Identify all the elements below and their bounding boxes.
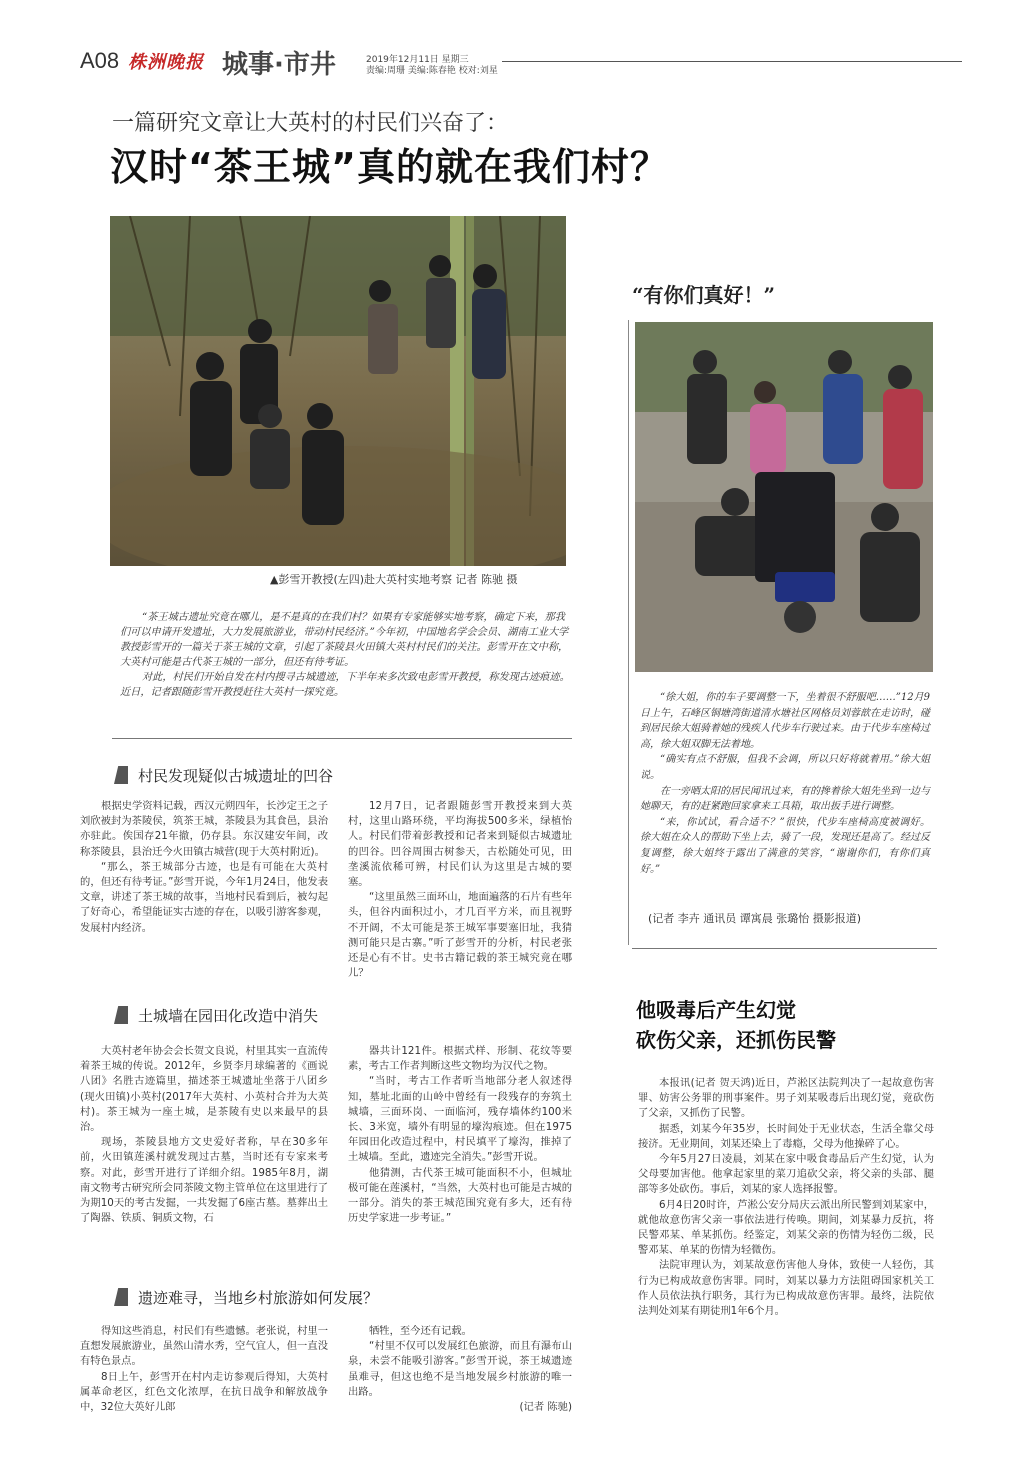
- main-photo: [110, 216, 566, 566]
- paragraph: 本报讯(记者 贺天鸿)近日，芦淞区法院判决了一起故意伤害罪、妨害公务罪的刑事案件。男子刘某吸毒后出现幻觉，竟砍伤了父亲，又抓伤了民警。: [638, 1077, 934, 1120]
- section-heading: [114, 764, 333, 786]
- side-story-body: [640, 690, 930, 877]
- editors-line: 责编:周珊 美编:陈春艳 校对:刘星: [366, 66, 498, 76]
- side-rule: [632, 948, 937, 949]
- paragraph: 8日上午，彭雪开在村内走访参观后得知，大英村属革命老区，红色文化浓厚，在抗日战争和解放战争中，32位大英好儿郎: [80, 1370, 328, 1414]
- section-heading: [114, 1286, 378, 1308]
- headline-kicker: 一篇研究文章让大英村的村民们兴奋了：: [112, 111, 509, 136]
- article-column: [348, 799, 572, 981]
- date-line: 2019年12月11日 星期三: [366, 55, 469, 65]
- lead-paragraph: “茶王城古遗址究竟在哪儿，是不是真的在我们村？如果有专家能够实地考察，确定下来，那我们可以申请开发遗址，大力发展旅游业，带动村民经济。”今年初，中国地名学会会员、湖南工业大学教授彭雪开的一篇关于茶王城的文章，引起了茶陵县火田镇大英村村民们的关注。彭雪开在文中称，大英村可能是古代茶王城的一部分，但还有待考证。: [120, 612, 569, 668]
- column-divider: [628, 320, 629, 945]
- paragraph: 得知这些消息，村民们有些遗憾。老张说，村里一直想发展旅游业，虽然山清水秀，空气宜人，但一直没有特色景点。: [80, 1325, 328, 1368]
- paragraph: “那么，茶王城部分古迹，也是有可能在大英村的，但还有待考证。”彭雪开说，今年1月24日，他发表文章，讲述了茶王城的故事，当地村民看到后，被勾起了好奇心，希望能证实古迹的存在，以吸引游客参观，发展村内经济。: [80, 860, 328, 934]
- side-story-credit: (记者 李卉 通讯员 谭寓晨 张璐怡 摄影报道): [648, 912, 862, 925]
- paragraph: 今年5月27日凌晨，刘某在家中吸食毒品后产生幻觉，认为父母要加害他。他拿起家里的菜刀追砍父亲，将父亲的头部、腿部等多处砍伤。事后，刘某的家人选择报警。: [638, 1153, 934, 1196]
- page-number: A08: [80, 48, 120, 73]
- story2-title-line2: 砍伤父亲，还抓伤民警: [636, 1028, 836, 1052]
- side-photo: [635, 322, 933, 672]
- section-heading-text: 土城墙在园田化改造中消失: [138, 1006, 319, 1025]
- paragraph: 6月4日20时许，芦淞公安分局庆云派出所民警到刘某家中，就他故意伤害父亲一事依法进行传唤。期间，刘某暴力反抗，将民警邓某、单某抓伤。经鉴定，刘某父亲的伤情为轻伤二级，民警邓某、单某的伤情为轻微伤。: [638, 1198, 934, 1257]
- paragraph: 器共计121件。根据式样、形制、花纹等要素，考古工作者判断这些文物均为汉代之物。: [348, 1045, 572, 1073]
- paragraph: 牺牲，至今还有记载。: [369, 1325, 472, 1337]
- paragraph: “这里虽然三面环山，地面遍落的石片有些年头，但谷内面积过小，才几百平方米，而且视野不开阔，不太可能是茶王城军事要塞旧址，我猜测可能只是古寨。”听了彭雪开的分析，村民老张还是心有不甘。史书古籍记载的茶王城究竟在哪儿？: [348, 891, 572, 980]
- story2-title-line1: 他吸毒后产生幻觉: [636, 998, 796, 1022]
- newspaper-logo: 株洲晚报: [128, 52, 204, 73]
- paragraph: “徐大姐，你的车子要调整一下，坐着很不舒服吧……”12月9日上午，石峰区铜塘湾街道清水塘社区网格员刘蓉歆在走访时，碰到居民徐大姐骑着她的残疾人代步车行驶过来。由于代步车座椅过高，徐大姐双脚无法着地。: [640, 692, 930, 750]
- lead-paragraph: 对此，村民们开始自发在村内搜寻古城遗迹，下半年来多次致电彭雪开教授，称发现古迹痕迹。近日，记者跟随彭雪开教授赶往大英村一探究竟。: [120, 672, 570, 698]
- paragraph: 根据史学资料记载，西汉元朔四年，长沙定王之子刘欣被封为茶陵侯，筑茶王城，茶陵县为其食邑，县治亦驻此。俟国存21年撤，仍存县。东汉建安年间，改称茶陵县，县治迁今火田镇古城营(现于大英村附近)。: [80, 800, 328, 858]
- lead-rule: [112, 738, 572, 739]
- lead-paragraphs: [120, 610, 570, 700]
- article-column: [80, 799, 328, 936]
- story2-body: [638, 1076, 934, 1319]
- article-column: [80, 1044, 328, 1226]
- paragraph: “来，你试试，看合适不？”很快，代步车座椅高度被调好。徐大姐在众人的帮助下坐上去，骑了一段，发现还是高了。经过反复调整，徐大姐终于露出了满意的笑容，“谢谢你们，有你们真好。”: [640, 816, 930, 875]
- section-heading: [114, 1004, 318, 1026]
- section-marker-icon: [114, 766, 128, 784]
- paragraph: “确实有点不舒服，但我不会调，所以只好将就着用。”徐大姐说。: [640, 754, 930, 781]
- header-rule: [502, 61, 962, 62]
- article-column: [348, 1044, 572, 1226]
- section-marker-icon: [114, 1006, 128, 1024]
- headline-title: 汉时“茶王城”真的就在我们村？: [110, 145, 669, 189]
- section-name: 城事·市井: [222, 50, 336, 80]
- section-heading-text: 村民发现疑似古城遗址的凹谷: [138, 766, 334, 785]
- article-column: [80, 1324, 328, 1415]
- paragraph: 现场，茶陵县地方文史爱好者称，早在30多年前，火田镇莲溪村就发现过古墓，当时还有专家来考察。对此，彭雪开进行了详细介绍。1985年8月，湖南文物考古研究所会同茶陵文物主管单位在这里进行了为期10天的考古发掘，一共发掘了6座古墓。墓葬出土了陶器、铁质、铜质文物，石: [80, 1136, 328, 1225]
- paragraph: “当时，考古工作者听当地部分老人叙述得知，墓址北面的山岭中曾经有一段残存的夯筑土城墙，三面环岗、一面临河，残存墙体约100米长、3米宽，墙外有明显的壕沟痕迹。但在1975年园田化改造过程中，村民填平了壕沟，推掉了土城墙。至此，遗迹完全消失。”彭雪开说。: [348, 1075, 572, 1164]
- paragraph: 据悉，刘某今年35岁，长时间处于无业状态，生活全靠父母接济。无业期间，刘某还染上了毒瘾，父母为他操碎了心。: [638, 1122, 934, 1150]
- main-photo-caption: ▲彭雪开教授(左四)赴大英村实地考察 记者 陈驰 摄: [270, 573, 518, 586]
- byline: (记者 陈驰): [519, 1401, 572, 1414]
- section-marker-icon: [114, 1288, 128, 1306]
- paragraph: 大英村老年协会会长贺文良说，村里其实一直流传着茶王城的传说。2012年，乡贤李月球编著的《画说八团》名胜古迹篇里，描述茶王城遗址坐落于八团乡(现火田镇)小英村(2017年大英村、小英村合并为大英村)。茶王城为一座土城，是茶陵有史以来最早的县治。: [80, 1045, 328, 1134]
- side-story-title: “有你们真好！”: [632, 283, 776, 307]
- paragraph: 在一旁晒太阳的居民闻讯过来，有的搀着徐大姐先坐到一边与她聊天，有的赶紧跑回家拿来工具箱，取出扳手进行调整。: [640, 785, 930, 813]
- paragraph: 12月7日，记者跟随彭雪开教授来到大英村，这里山路环绕，平均海拔500多米，绿植怡人。村民们带着彭教授和记者来到疑似古城遗址的凹谷。凹谷周围古树参天，古松随处可见，田垄溪流依稀可辨，村民们认为这里是古城的要塞。: [348, 800, 572, 889]
- section-heading-text: 遗迹难寻，当地乡村旅游如何发展？: [138, 1288, 379, 1307]
- paragraph: 他猜测，古代茶王城可能面积不小，但城址极可能在莲溪村，“当然，大英村也可能是古城的一部分。消失的茶王城范围究竟有多大，还有待历史学家进一步考证。”: [348, 1166, 572, 1225]
- paragraph: 法院审理认为，刘某故意伤害他人身体，致使一人轻伤，其行为已构成故意伤害罪。同时，刘某以暴力方法阻碍国家机关工作人员依法执行职务，其行为已构成故意伤害罪。最终，法院依法判处刘某有期徒刑1年6个月。: [638, 1259, 934, 1318]
- paragraph: “村里不仅可以发展红色旅游，而且有瀑布山泉，未尝不能吸引游客。”彭雪开说，茶王城遗迹虽难寻，但这也绝不是当地发展乡村旅游的唯一出路。: [348, 1340, 572, 1398]
- article-column: [348, 1324, 572, 1415]
